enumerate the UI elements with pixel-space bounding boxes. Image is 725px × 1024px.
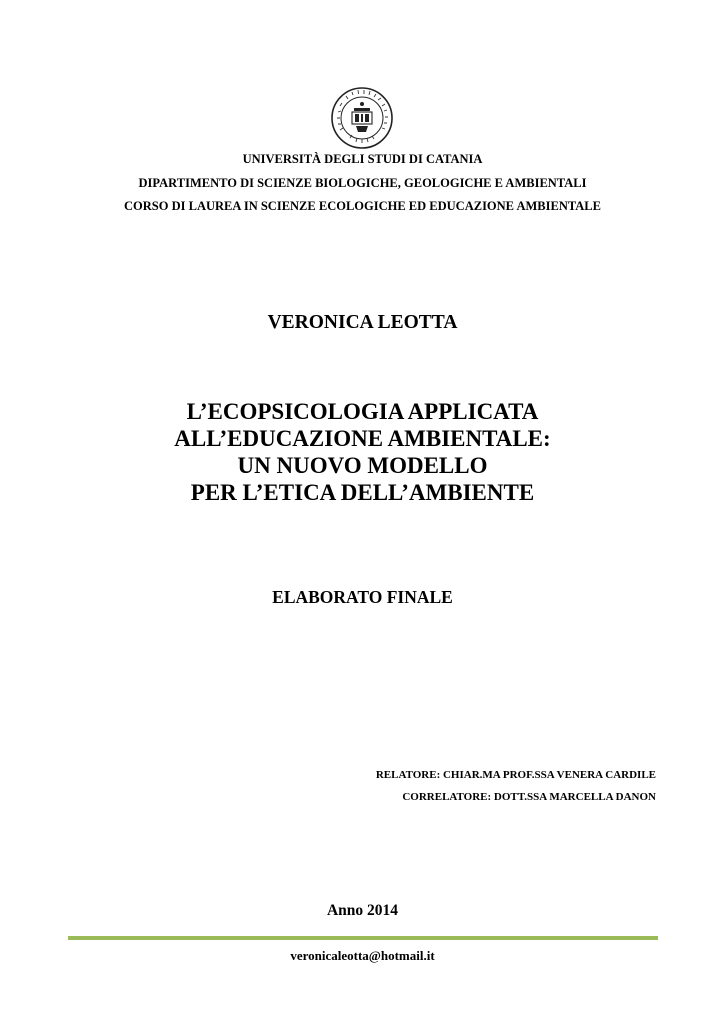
thesis-title-line: ALL’EDUCAZIONE AMBIENTALE: <box>174 426 551 451</box>
author-name: VERONICA LEOTTA <box>267 312 458 333</box>
department-name: DIPARTIMENTO DI SCIENZE BIOLOGICHE, GEOLOGICHE E AMBIENTALI <box>138 176 587 190</box>
thesis-title-line: PER L’ETICA DELL’AMBIENTE <box>190 480 535 505</box>
thesis-title-line: UN NUOVO MODELLO <box>237 453 488 478</box>
relatore-line: RELATORE: CHIAR.MA PROF.SSA VENERA CARDILE <box>375 769 656 781</box>
thesis-title <box>0 398 725 506</box>
footer-divider <box>68 936 658 940</box>
correlatore-line: CORRELATORE: DOTT.SSA MARCELLA DANON <box>402 791 656 803</box>
course-name: CORSO DI LAUREA IN SCIENZE ECOLOGICHE ED EDUCAZIONE AMBIENTALE <box>124 199 601 213</box>
university-name: UNIVERSITÀ DEGLI STUDI DI CATANIA <box>242 152 483 166</box>
university-seal-icon <box>330 86 394 150</box>
academic-year: Anno 2014 <box>326 902 399 919</box>
thesis-title-line: L’ECOPSICOLOGIA APPLICATA <box>186 399 539 424</box>
document-type: ELABORATO FINALE <box>272 587 453 607</box>
author-email: veronicaleotta@hotmail.it <box>290 948 435 963</box>
